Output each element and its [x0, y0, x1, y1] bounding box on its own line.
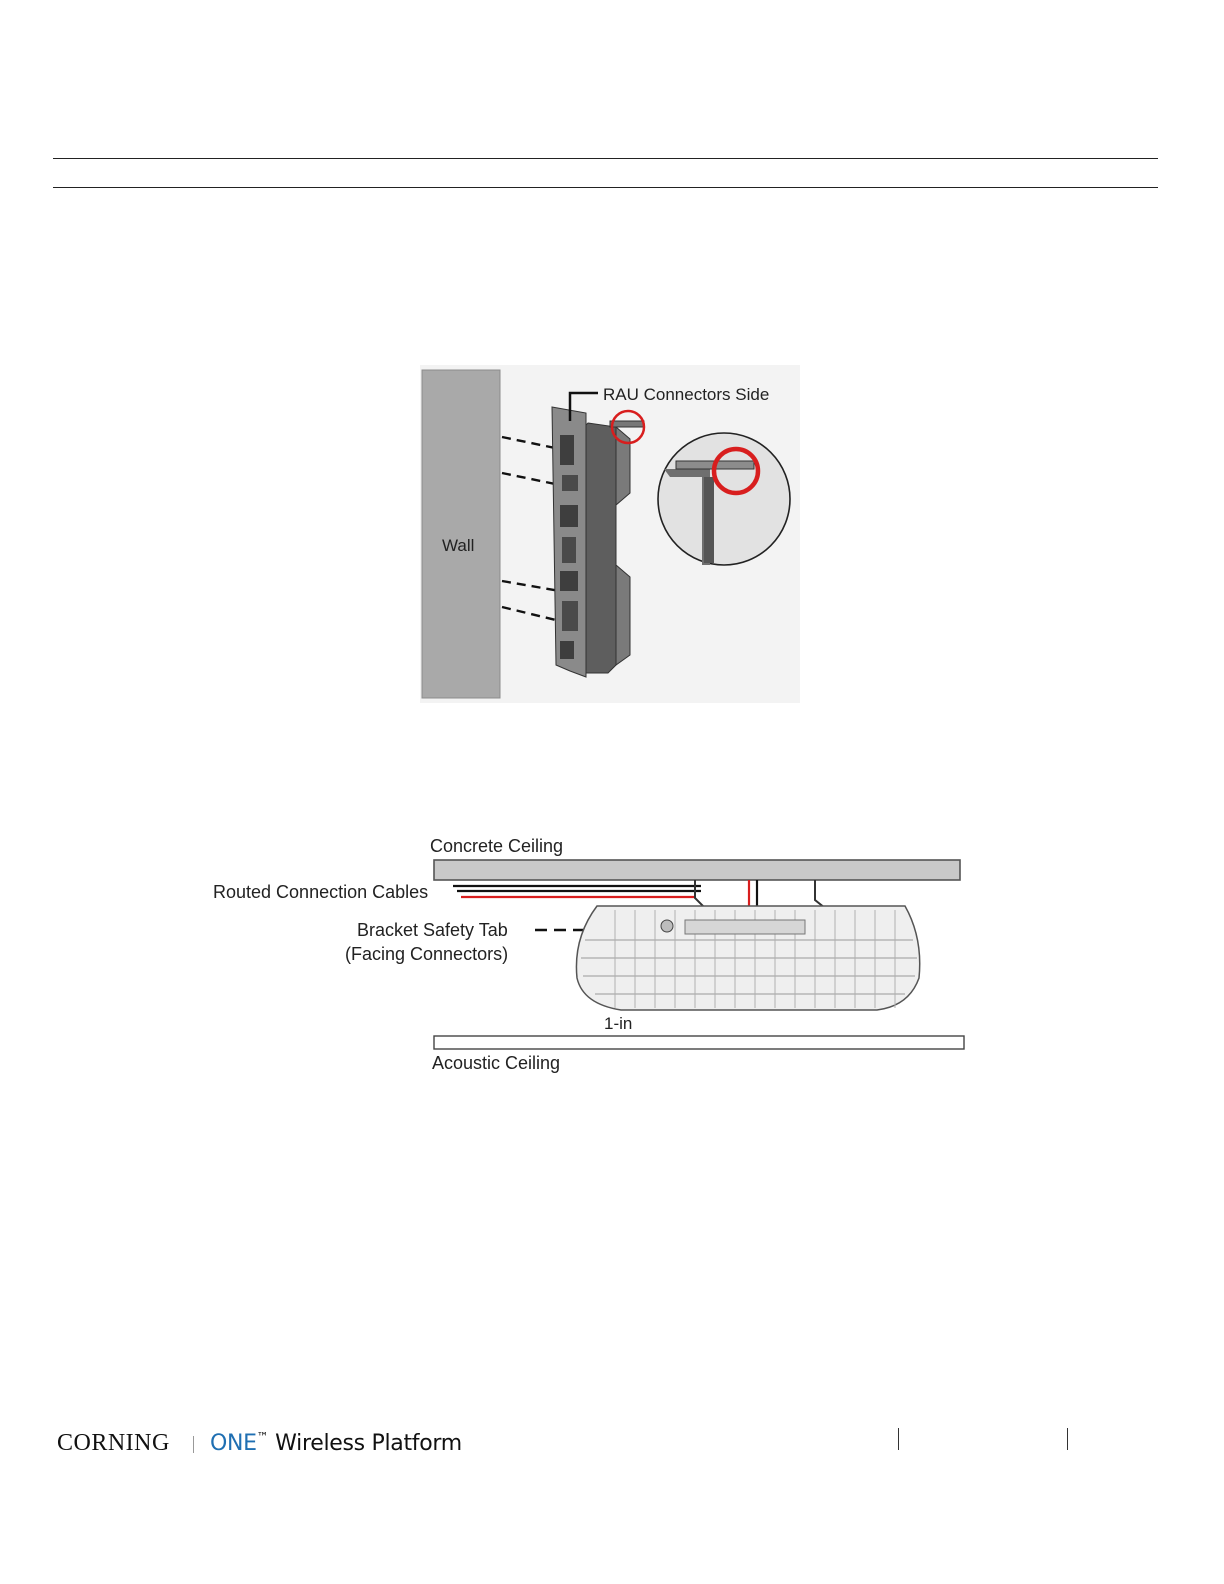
rau-unit — [576, 906, 919, 1010]
footer-divider-2 — [1067, 1428, 1068, 1450]
corning-logo: CORNING — [57, 1430, 170, 1456]
magnified-detail — [658, 433, 790, 565]
header-rule-top — [53, 158, 1158, 159]
product-tm: ™ — [256, 1430, 269, 1444]
product-rest: Wireless Platform — [268, 1431, 462, 1456]
product-one: ONE — [210, 1431, 257, 1456]
safety-tab-screw — [661, 920, 673, 932]
safety-tab-label-line2: (Facing Connectors) — [345, 944, 509, 964]
header-rule-bottom — [53, 187, 1158, 188]
ceiling-mount-figure — [205, 828, 975, 1080]
brand-divider — [193, 1436, 194, 1453]
footer-divider-1 — [898, 1428, 899, 1450]
routed-cables-label: Routed Connection Cables — [213, 882, 429, 902]
concrete-ceiling-slab — [434, 860, 960, 880]
rau-connectors-side-label: RAU Connectors Side — [603, 385, 770, 404]
safety-tab-label-line1: Bracket Safety Tab — [357, 920, 508, 940]
concrete-ceiling-label: Concrete Ceiling — [430, 836, 564, 856]
wall-block — [422, 370, 500, 698]
gap-label: 1-in — [604, 1014, 633, 1033]
acoustic-ceiling-label: Acoustic Ceiling — [432, 1053, 561, 1073]
wall-label: Wall — [442, 536, 475, 555]
wall-mount-figure — [420, 365, 800, 703]
acoustic-ceiling-panel — [434, 1036, 964, 1049]
product-name — [210, 1430, 462, 1456]
